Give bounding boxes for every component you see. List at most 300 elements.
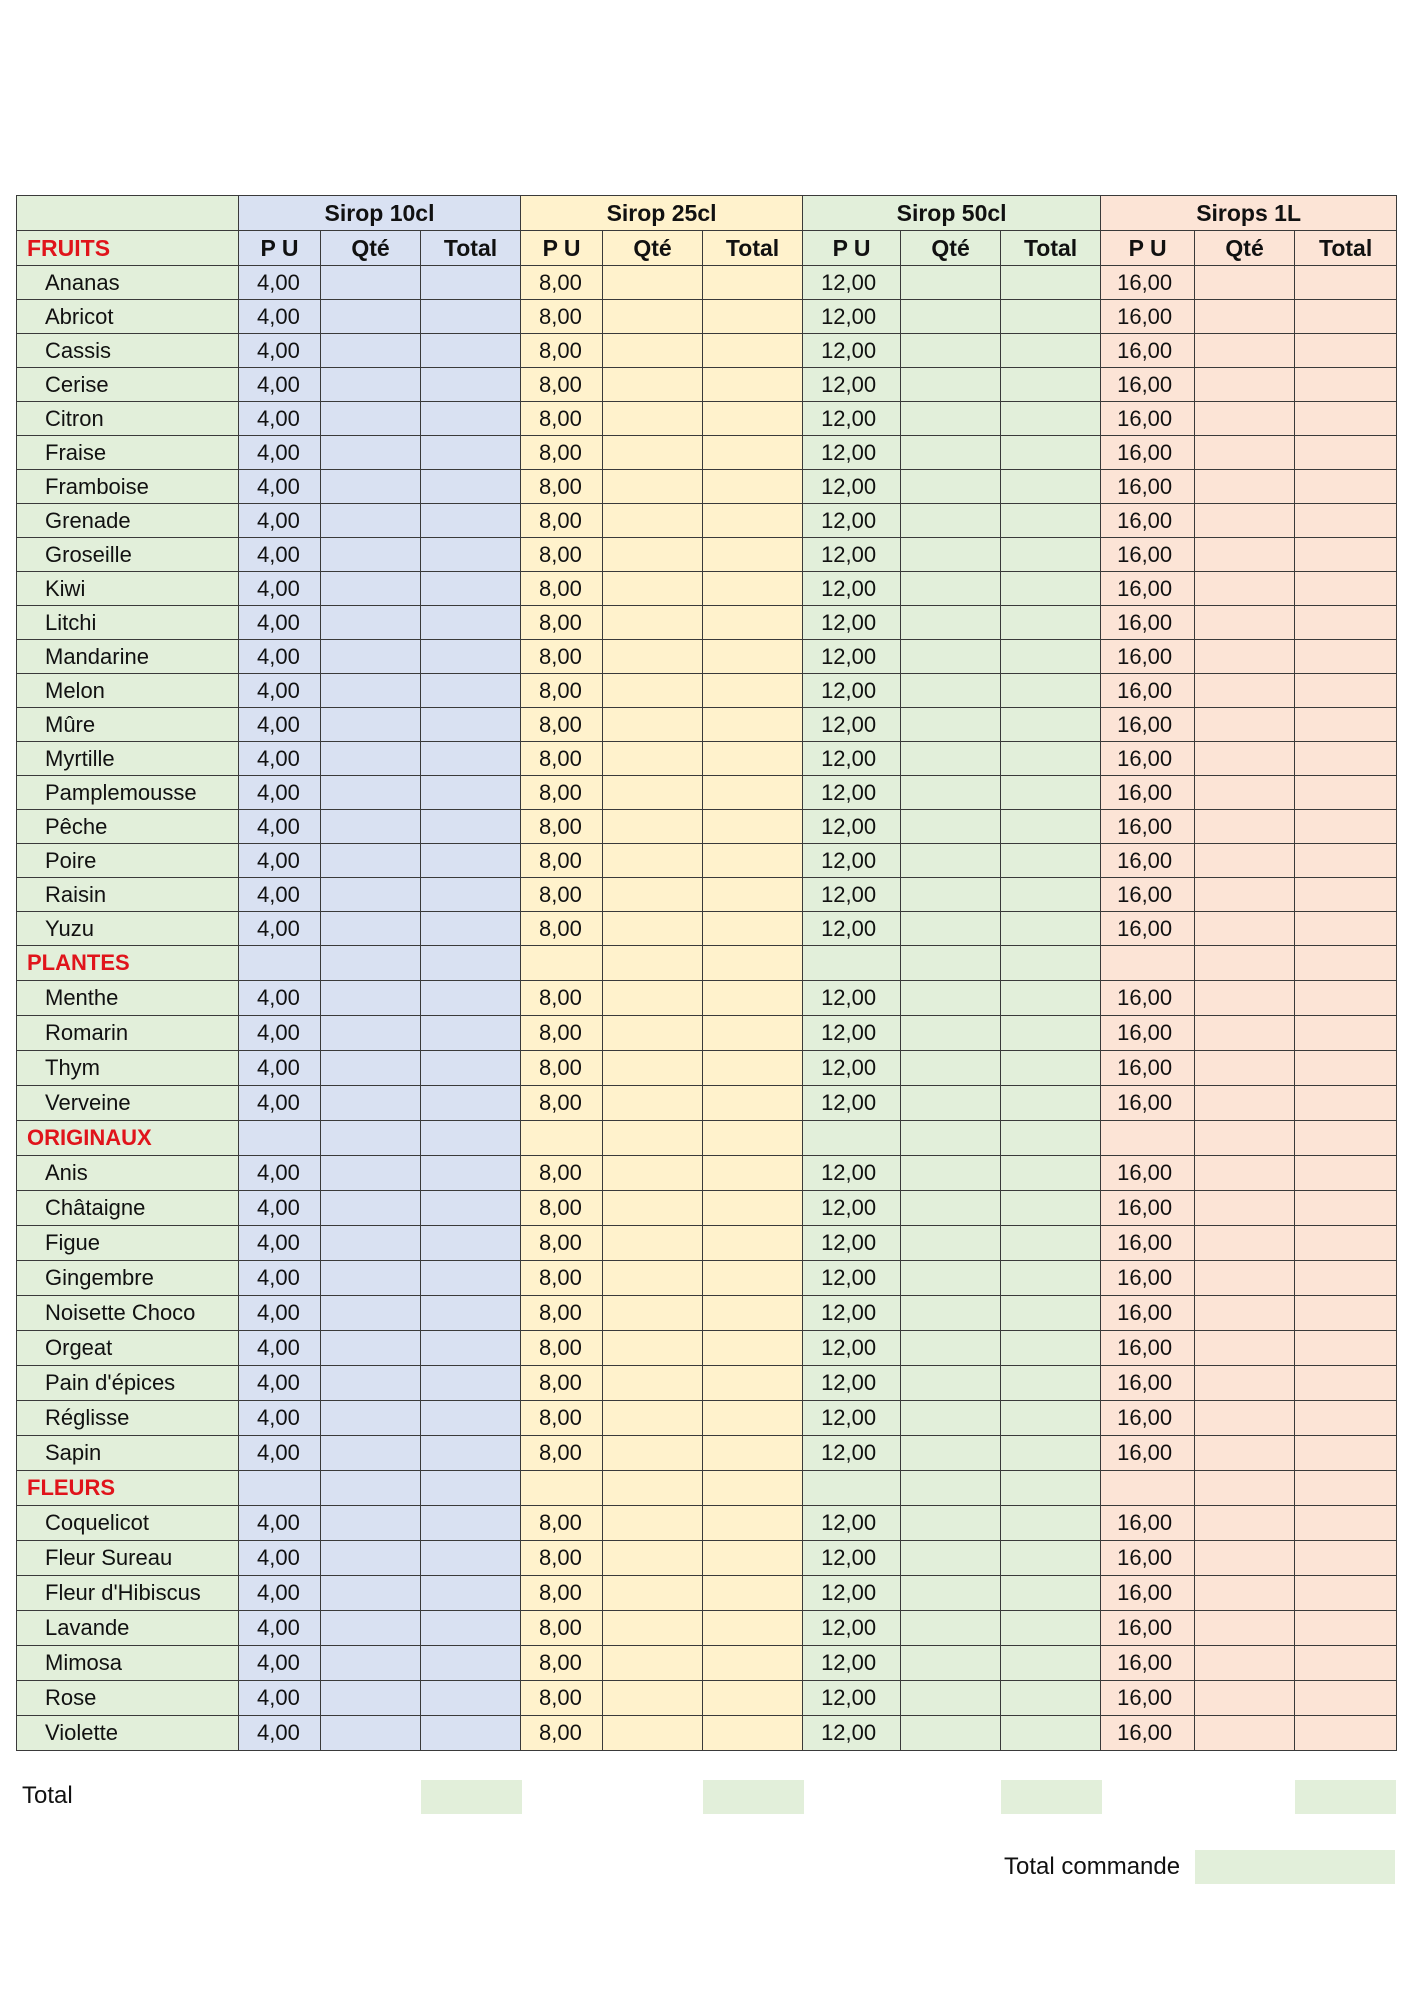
line-total-cell[interactable]: [421, 1681, 521, 1716]
quantity-cell[interactable]: [901, 266, 1001, 300]
line-total-cell[interactable]: [703, 1296, 803, 1331]
quantity-cell[interactable]: [321, 368, 421, 402]
quantity-cell[interactable]: [603, 266, 703, 300]
quantity-cell[interactable]: [901, 470, 1001, 504]
quantity-cell[interactable]: [901, 742, 1001, 776]
line-total-cell[interactable]: [703, 878, 803, 912]
total-sirop-25cl-cell[interactable]: [703, 1780, 804, 1814]
line-total-cell[interactable]: [421, 504, 521, 538]
quantity-cell[interactable]: [603, 674, 703, 708]
quantity-cell[interactable]: [603, 368, 703, 402]
line-total-cell[interactable]: [421, 1261, 521, 1296]
line-total-cell[interactable]: [421, 1541, 521, 1576]
quantity-cell[interactable]: [901, 606, 1001, 640]
line-total-cell[interactable]: [421, 1611, 521, 1646]
quantity-cell[interactable]: [1195, 912, 1295, 946]
line-total-cell[interactable]: [1295, 912, 1397, 946]
line-total-cell[interactable]: [1295, 776, 1397, 810]
line-total-cell[interactable]: [703, 504, 803, 538]
quantity-cell[interactable]: [321, 1296, 421, 1331]
quantity-cell[interactable]: [901, 1366, 1001, 1401]
line-total-cell[interactable]: [703, 1681, 803, 1716]
line-total-cell[interactable]: [703, 1366, 803, 1401]
line-total-cell[interactable]: [421, 1506, 521, 1541]
line-total-cell[interactable]: [1295, 1541, 1397, 1576]
line-total-cell[interactable]: [1001, 470, 1101, 504]
line-total-cell[interactable]: [703, 844, 803, 878]
quantity-cell[interactable]: [603, 1051, 703, 1086]
quantity-cell[interactable]: [603, 1331, 703, 1366]
quantity-cell[interactable]: [901, 368, 1001, 402]
quantity-cell[interactable]: [1195, 1611, 1295, 1646]
line-total-cell[interactable]: [1295, 1716, 1397, 1751]
line-total-cell[interactable]: [1001, 1086, 1101, 1121]
line-total-cell[interactable]: [703, 1611, 803, 1646]
line-total-cell[interactable]: [1295, 1506, 1397, 1541]
quantity-cell[interactable]: [1195, 1226, 1295, 1261]
line-total-cell[interactable]: [703, 368, 803, 402]
line-total-cell[interactable]: [1295, 470, 1397, 504]
line-total-cell[interactable]: [703, 1436, 803, 1471]
quantity-cell[interactable]: [1195, 981, 1295, 1016]
quantity-cell[interactable]: [1195, 640, 1295, 674]
line-total-cell[interactable]: [703, 1716, 803, 1751]
line-total-cell[interactable]: [421, 640, 521, 674]
line-total-cell[interactable]: [1295, 1086, 1397, 1121]
line-total-cell[interactable]: [1001, 1506, 1101, 1541]
quantity-cell[interactable]: [321, 504, 421, 538]
line-total-cell[interactable]: [1001, 776, 1101, 810]
line-total-cell[interactable]: [1295, 1331, 1397, 1366]
quantity-cell[interactable]: [603, 708, 703, 742]
line-total-cell[interactable]: [1295, 981, 1397, 1016]
line-total-cell[interactable]: [703, 572, 803, 606]
quantity-cell[interactable]: [1195, 674, 1295, 708]
line-total-cell[interactable]: [703, 266, 803, 300]
line-total-cell[interactable]: [1295, 1646, 1397, 1681]
quantity-cell[interactable]: [321, 674, 421, 708]
quantity-cell[interactable]: [321, 912, 421, 946]
quantity-cell[interactable]: [901, 1261, 1001, 1296]
quantity-cell[interactable]: [1195, 1016, 1295, 1051]
quantity-cell[interactable]: [321, 266, 421, 300]
line-total-cell[interactable]: [703, 1331, 803, 1366]
quantity-cell[interactable]: [901, 1401, 1001, 1436]
line-total-cell[interactable]: [1001, 1016, 1101, 1051]
quantity-cell[interactable]: [1195, 504, 1295, 538]
quantity-cell[interactable]: [321, 1366, 421, 1401]
quantity-cell[interactable]: [901, 402, 1001, 436]
quantity-cell[interactable]: [603, 1226, 703, 1261]
line-total-cell[interactable]: [1001, 708, 1101, 742]
quantity-cell[interactable]: [901, 1681, 1001, 1716]
quantity-cell[interactable]: [1195, 368, 1295, 402]
quantity-cell[interactable]: [603, 1716, 703, 1751]
line-total-cell[interactable]: [421, 1366, 521, 1401]
quantity-cell[interactable]: [603, 1506, 703, 1541]
line-total-cell[interactable]: [1001, 1646, 1101, 1681]
line-total-cell[interactable]: [1001, 742, 1101, 776]
line-total-cell[interactable]: [421, 981, 521, 1016]
line-total-cell[interactable]: [1001, 266, 1101, 300]
quantity-cell[interactable]: [603, 912, 703, 946]
quantity-cell[interactable]: [603, 572, 703, 606]
quantity-cell[interactable]: [1195, 334, 1295, 368]
quantity-cell[interactable]: [901, 300, 1001, 334]
line-total-cell[interactable]: [1001, 538, 1101, 572]
line-total-cell[interactable]: [421, 266, 521, 300]
quantity-cell[interactable]: [603, 1646, 703, 1681]
quantity-cell[interactable]: [603, 334, 703, 368]
line-total-cell[interactable]: [421, 1226, 521, 1261]
line-total-cell[interactable]: [1295, 1051, 1397, 1086]
line-total-cell[interactable]: [1001, 1716, 1101, 1751]
line-total-cell[interactable]: [421, 844, 521, 878]
line-total-cell[interactable]: [1295, 708, 1397, 742]
line-total-cell[interactable]: [1001, 300, 1101, 334]
line-total-cell[interactable]: [703, 1191, 803, 1226]
line-total-cell[interactable]: [1001, 912, 1101, 946]
quantity-cell[interactable]: [603, 981, 703, 1016]
quantity-cell[interactable]: [901, 1436, 1001, 1471]
line-total-cell[interactable]: [1295, 368, 1397, 402]
line-total-cell[interactable]: [1295, 1436, 1397, 1471]
quantity-cell[interactable]: [901, 1611, 1001, 1646]
total-sirop-10cl-cell[interactable]: [421, 1780, 522, 1814]
quantity-cell[interactable]: [1195, 266, 1295, 300]
quantity-cell[interactable]: [321, 1401, 421, 1436]
line-total-cell[interactable]: [1295, 504, 1397, 538]
grand-total-cell[interactable]: [1195, 1850, 1395, 1884]
quantity-cell[interactable]: [901, 334, 1001, 368]
line-total-cell[interactable]: [421, 334, 521, 368]
quantity-cell[interactable]: [1195, 1646, 1295, 1681]
quantity-cell[interactable]: [603, 1401, 703, 1436]
line-total-cell[interactable]: [421, 368, 521, 402]
line-total-cell[interactable]: [421, 436, 521, 470]
line-total-cell[interactable]: [1001, 878, 1101, 912]
quantity-cell[interactable]: [603, 436, 703, 470]
quantity-cell[interactable]: [1195, 1331, 1295, 1366]
line-total-cell[interactable]: [703, 538, 803, 572]
line-total-cell[interactable]: [1295, 1226, 1397, 1261]
line-total-cell[interactable]: [703, 436, 803, 470]
line-total-cell[interactable]: [703, 912, 803, 946]
line-total-cell[interactable]: [1295, 674, 1397, 708]
total-sirop-50cl-cell[interactable]: [1001, 1780, 1102, 1814]
line-total-cell[interactable]: [1295, 1296, 1397, 1331]
quantity-cell[interactable]: [321, 300, 421, 334]
quantity-cell[interactable]: [603, 504, 703, 538]
line-total-cell[interactable]: [703, 1401, 803, 1436]
quantity-cell[interactable]: [901, 674, 1001, 708]
quantity-cell[interactable]: [901, 878, 1001, 912]
line-total-cell[interactable]: [421, 878, 521, 912]
quantity-cell[interactable]: [603, 1086, 703, 1121]
quantity-cell[interactable]: [603, 300, 703, 334]
line-total-cell[interactable]: [1295, 1611, 1397, 1646]
quantity-cell[interactable]: [603, 844, 703, 878]
quantity-cell[interactable]: [1195, 402, 1295, 436]
quantity-cell[interactable]: [901, 572, 1001, 606]
line-total-cell[interactable]: [421, 606, 521, 640]
line-total-cell[interactable]: [1295, 1191, 1397, 1226]
line-total-cell[interactable]: [421, 1576, 521, 1611]
quantity-cell[interactable]: [321, 1226, 421, 1261]
quantity-cell[interactable]: [901, 1576, 1001, 1611]
quantity-cell[interactable]: [321, 606, 421, 640]
line-total-cell[interactable]: [1001, 1401, 1101, 1436]
total-sirops-1l-cell[interactable]: [1295, 1780, 1396, 1814]
line-total-cell[interactable]: [421, 470, 521, 504]
quantity-cell[interactable]: [901, 1541, 1001, 1576]
line-total-cell[interactable]: [1295, 878, 1397, 912]
line-total-cell[interactable]: [1295, 1261, 1397, 1296]
line-total-cell[interactable]: [421, 1401, 521, 1436]
line-total-cell[interactable]: [703, 1156, 803, 1191]
line-total-cell[interactable]: [421, 300, 521, 334]
quantity-cell[interactable]: [321, 1646, 421, 1681]
quantity-cell[interactable]: [1195, 1576, 1295, 1611]
line-total-cell[interactable]: [703, 334, 803, 368]
quantity-cell[interactable]: [321, 1541, 421, 1576]
quantity-cell[interactable]: [1195, 878, 1295, 912]
line-total-cell[interactable]: [1001, 1261, 1101, 1296]
quantity-cell[interactable]: [1195, 742, 1295, 776]
line-total-cell[interactable]: [703, 674, 803, 708]
quantity-cell[interactable]: [321, 1191, 421, 1226]
line-total-cell[interactable]: [1295, 436, 1397, 470]
quantity-cell[interactable]: [603, 1576, 703, 1611]
line-total-cell[interactable]: [421, 1191, 521, 1226]
quantity-cell[interactable]: [321, 1331, 421, 1366]
quantity-cell[interactable]: [321, 1506, 421, 1541]
line-total-cell[interactable]: [1001, 606, 1101, 640]
quantity-cell[interactable]: [321, 538, 421, 572]
quantity-cell[interactable]: [1195, 1086, 1295, 1121]
quantity-cell[interactable]: [901, 776, 1001, 810]
line-total-cell[interactable]: [1295, 606, 1397, 640]
quantity-cell[interactable]: [321, 1611, 421, 1646]
line-total-cell[interactable]: [703, 640, 803, 674]
line-total-cell[interactable]: [1295, 1576, 1397, 1611]
quantity-cell[interactable]: [321, 708, 421, 742]
line-total-cell[interactable]: [703, 1506, 803, 1541]
line-total-cell[interactable]: [703, 470, 803, 504]
line-total-cell[interactable]: [1001, 844, 1101, 878]
quantity-cell[interactable]: [603, 470, 703, 504]
line-total-cell[interactable]: [703, 810, 803, 844]
quantity-cell[interactable]: [901, 1716, 1001, 1751]
quantity-cell[interactable]: [1195, 1506, 1295, 1541]
quantity-cell[interactable]: [901, 1646, 1001, 1681]
quantity-cell[interactable]: [321, 844, 421, 878]
quantity-cell[interactable]: [1195, 1716, 1295, 1751]
quantity-cell[interactable]: [1195, 300, 1295, 334]
quantity-cell[interactable]: [1195, 1681, 1295, 1716]
quantity-cell[interactable]: [603, 1681, 703, 1716]
quantity-cell[interactable]: [901, 640, 1001, 674]
quantity-cell[interactable]: [321, 334, 421, 368]
quantity-cell[interactable]: [901, 504, 1001, 538]
quantity-cell[interactable]: [321, 1436, 421, 1471]
line-total-cell[interactable]: [1001, 1331, 1101, 1366]
line-total-cell[interactable]: [421, 674, 521, 708]
quantity-cell[interactable]: [321, 402, 421, 436]
quantity-cell[interactable]: [603, 640, 703, 674]
quantity-cell[interactable]: [603, 1191, 703, 1226]
quantity-cell[interactable]: [1195, 1296, 1295, 1331]
line-total-cell[interactable]: [1295, 1016, 1397, 1051]
line-total-cell[interactable]: [421, 742, 521, 776]
quantity-cell[interactable]: [1195, 1366, 1295, 1401]
line-total-cell[interactable]: [1001, 436, 1101, 470]
line-total-cell[interactable]: [421, 572, 521, 606]
quantity-cell[interactable]: [901, 1016, 1001, 1051]
quantity-cell[interactable]: [1195, 1541, 1295, 1576]
line-total-cell[interactable]: [1001, 640, 1101, 674]
quantity-cell[interactable]: [901, 538, 1001, 572]
quantity-cell[interactable]: [901, 1331, 1001, 1366]
quantity-cell[interactable]: [603, 538, 703, 572]
quantity-cell[interactable]: [901, 1191, 1001, 1226]
line-total-cell[interactable]: [1001, 1681, 1101, 1716]
line-total-cell[interactable]: [421, 1646, 521, 1681]
quantity-cell[interactable]: [321, 1716, 421, 1751]
line-total-cell[interactable]: [421, 1436, 521, 1471]
line-total-cell[interactable]: [421, 912, 521, 946]
line-total-cell[interactable]: [703, 1646, 803, 1681]
line-total-cell[interactable]: [1295, 572, 1397, 606]
quantity-cell[interactable]: [321, 742, 421, 776]
quantity-cell[interactable]: [603, 1016, 703, 1051]
quantity-cell[interactable]: [321, 640, 421, 674]
quantity-cell[interactable]: [321, 810, 421, 844]
line-total-cell[interactable]: [421, 1016, 521, 1051]
quantity-cell[interactable]: [603, 1611, 703, 1646]
quantity-cell[interactable]: [603, 1156, 703, 1191]
line-total-cell[interactable]: [703, 1226, 803, 1261]
quantity-cell[interactable]: [1195, 538, 1295, 572]
quantity-cell[interactable]: [1195, 1401, 1295, 1436]
line-total-cell[interactable]: [1001, 1436, 1101, 1471]
line-total-cell[interactable]: [1295, 538, 1397, 572]
line-total-cell[interactable]: [703, 1016, 803, 1051]
quantity-cell[interactable]: [901, 1226, 1001, 1261]
line-total-cell[interactable]: [1001, 1191, 1101, 1226]
line-total-cell[interactable]: [1001, 1296, 1101, 1331]
quantity-cell[interactable]: [321, 436, 421, 470]
line-total-cell[interactable]: [421, 1156, 521, 1191]
quantity-cell[interactable]: [901, 1086, 1001, 1121]
line-total-cell[interactable]: [703, 1541, 803, 1576]
quantity-cell[interactable]: [901, 912, 1001, 946]
line-total-cell[interactable]: [1001, 810, 1101, 844]
quantity-cell[interactable]: [901, 1156, 1001, 1191]
quantity-cell[interactable]: [1195, 776, 1295, 810]
quantity-cell[interactable]: [603, 1261, 703, 1296]
line-total-cell[interactable]: [1295, 844, 1397, 878]
quantity-cell[interactable]: [1195, 1156, 1295, 1191]
line-total-cell[interactable]: [703, 402, 803, 436]
line-total-cell[interactable]: [1001, 674, 1101, 708]
line-total-cell[interactable]: [1295, 266, 1397, 300]
line-total-cell[interactable]: [703, 1086, 803, 1121]
quantity-cell[interactable]: [603, 810, 703, 844]
quantity-cell[interactable]: [321, 1086, 421, 1121]
quantity-cell[interactable]: [603, 1541, 703, 1576]
quantity-cell[interactable]: [603, 402, 703, 436]
quantity-cell[interactable]: [901, 1296, 1001, 1331]
line-total-cell[interactable]: [703, 1576, 803, 1611]
line-total-cell[interactable]: [703, 300, 803, 334]
quantity-cell[interactable]: [1195, 1436, 1295, 1471]
line-total-cell[interactable]: [421, 810, 521, 844]
quantity-cell[interactable]: [603, 742, 703, 776]
quantity-cell[interactable]: [1195, 436, 1295, 470]
quantity-cell[interactable]: [603, 1366, 703, 1401]
quantity-cell[interactable]: [1195, 708, 1295, 742]
quantity-cell[interactable]: [603, 878, 703, 912]
quantity-cell[interactable]: [1195, 1051, 1295, 1086]
line-total-cell[interactable]: [1001, 1366, 1101, 1401]
line-total-cell[interactable]: [703, 1051, 803, 1086]
line-total-cell[interactable]: [1295, 742, 1397, 776]
line-total-cell[interactable]: [1295, 402, 1397, 436]
quantity-cell[interactable]: [321, 1681, 421, 1716]
quantity-cell[interactable]: [321, 981, 421, 1016]
line-total-cell[interactable]: [703, 742, 803, 776]
quantity-cell[interactable]: [1195, 1261, 1295, 1296]
quantity-cell[interactable]: [321, 878, 421, 912]
quantity-cell[interactable]: [321, 1156, 421, 1191]
quantity-cell[interactable]: [1195, 470, 1295, 504]
line-total-cell[interactable]: [703, 981, 803, 1016]
quantity-cell[interactable]: [321, 1261, 421, 1296]
quantity-cell[interactable]: [603, 606, 703, 640]
line-total-cell[interactable]: [1295, 640, 1397, 674]
quantity-cell[interactable]: [1195, 572, 1295, 606]
line-total-cell[interactable]: [421, 708, 521, 742]
line-total-cell[interactable]: [1001, 1051, 1101, 1086]
line-total-cell[interactable]: [703, 776, 803, 810]
line-total-cell[interactable]: [1295, 334, 1397, 368]
line-total-cell[interactable]: [1001, 1156, 1101, 1191]
line-total-cell[interactable]: [1001, 402, 1101, 436]
quantity-cell[interactable]: [603, 776, 703, 810]
quantity-cell[interactable]: [1195, 1191, 1295, 1226]
line-total-cell[interactable]: [1295, 1401, 1397, 1436]
line-total-cell[interactable]: [421, 1716, 521, 1751]
quantity-cell[interactable]: [603, 1296, 703, 1331]
line-total-cell[interactable]: [421, 776, 521, 810]
line-total-cell[interactable]: [421, 1086, 521, 1121]
line-total-cell[interactable]: [1295, 1156, 1397, 1191]
line-total-cell[interactable]: [1295, 810, 1397, 844]
line-total-cell[interactable]: [1001, 1576, 1101, 1611]
line-total-cell[interactable]: [421, 1296, 521, 1331]
quantity-cell[interactable]: [321, 1576, 421, 1611]
line-total-cell[interactable]: [421, 538, 521, 572]
quantity-cell[interactable]: [321, 776, 421, 810]
line-total-cell[interactable]: [1001, 1541, 1101, 1576]
quantity-cell[interactable]: [901, 1051, 1001, 1086]
quantity-cell[interactable]: [321, 1016, 421, 1051]
quantity-cell[interactable]: [901, 844, 1001, 878]
line-total-cell[interactable]: [1001, 504, 1101, 538]
line-total-cell[interactable]: [1001, 368, 1101, 402]
line-total-cell[interactable]: [421, 1331, 521, 1366]
